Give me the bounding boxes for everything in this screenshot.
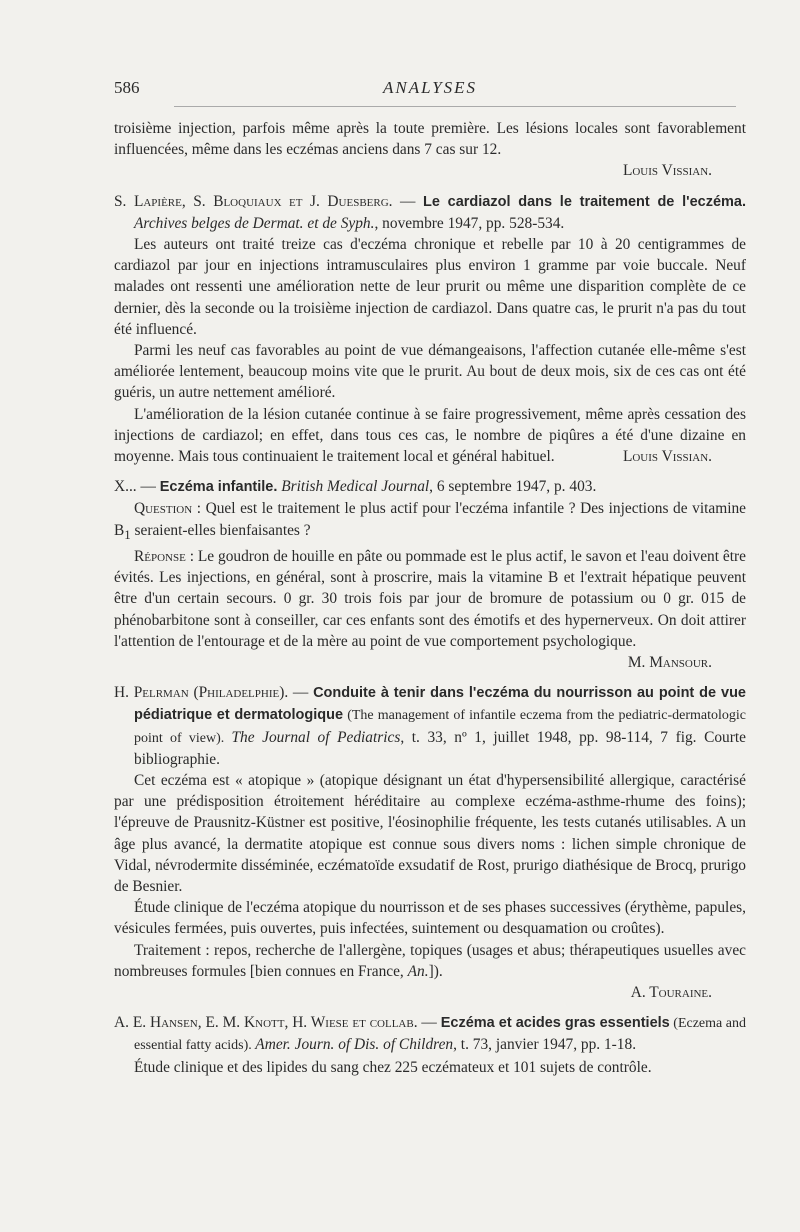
review-english-title: (Eczema and essential fatty acids). (134, 1016, 746, 1054)
running-title: ANALYSES (382, 78, 478, 97)
question-paragraph: Question : Quel est le traitement le plus actif pour l'eczéma infantile ? Des injections de vitamine $B_1$ seraient-elles bienfaisantes ? (114, 500, 746, 542)
review-authors: S. Lapière, S. Bloquiaux et J. Duesberg. — (114, 192, 423, 210)
page-number: 586 (114, 78, 140, 97)
review-paragraph: Parmi les neuf cas favorables au point de vue démangeaisons, l'affection cutanée elle-même s'est améliorée lentement, beaucoup moins vite que le prurit. Au bout de deux mois, six de ces cas ont été guéris, un autre nettement amélioré. (114, 342, 746, 402)
review-paragraph: Traitement : repos, recherche de l'allergène, topiques (usages et abus; thérapeutiques usuelles avec nombreuses formules [bien connues en France, An.]). (114, 941, 746, 980)
answer-label: Réponse (134, 547, 186, 565)
review-paragraph: Étude clinique et des lipides du sang chez 225 eczémateux et 101 sujets de contrôle. (134, 1058, 652, 1076)
review-entry-eczema-infantile (114, 476, 746, 673)
review-source: Archives belges de Dermat. et de Syph. (134, 214, 375, 232)
review-paragraph: L'amélioration de la lésion cutanée continue à se faire progressivement, même après cessation des injections de cardiazol; en effet, dans tous ces cas, le nombre de piqûres a été d'une dizaine en moyenne. Mais tous continuaient le traitement local et général habituel. Louis Vissian. (114, 404, 746, 468)
review-paragraph: Étude clinique de l'eczéma atopique du nourrisson et de ses phases successives (érythème, papules, vésicules fermées, puis ouvertes, puis infectées, suintement ou desquamation ou croûtes). (114, 899, 746, 938)
review-heading (114, 476, 746, 498)
review-citation: , t. 73, janvier 1947, pp. 1-18. (453, 1036, 637, 1054)
review-heading (114, 1012, 746, 1056)
review-authors: A. E. Hansen, E. M. Knott, H. Wiese et collab. — (114, 1014, 441, 1032)
review-source: Amer. Journ. of Dis. of Children (255, 1036, 454, 1054)
review-heading (114, 682, 746, 770)
journal-page (114, 78, 746, 1078)
review-signature: Louis Vissian. (622, 162, 712, 180)
header-rule (174, 106, 736, 107)
review-paragraph: Les auteurs ont traité treize cas d'eczéma chronique et rebelle par 10 à 20 centigrammes de cardiazol par jour en injections intramusculaires plus environ 1 gramme par voie buccale. Neuf malades ont ressenti une amélioration nette de leur prurit ou même une disparition complète de ce dernier, dès la seconde ou la troisième injection de cardiazol. Dans quatre cas, le prurit n'a pas du tout été influencé. (114, 236, 746, 338)
review-citation: , 6 septembre 1947, p. 403. (429, 478, 597, 496)
review-heading (114, 191, 746, 234)
review-authors: H. Pelrman (Philadelphie). — (114, 684, 314, 702)
page-body (114, 118, 746, 1078)
review-source: British Medical Journal (281, 478, 430, 496)
review-paragraph: Cet eczéma est « atopique » (atopique désignant un état d'hypersensibilité allergique, caractérisé par une prédisposition étroitement héréditaire au complexe eczéma-asthme-rhume des foins); l'épreuve de Prausnitz-Küstner est positive, l'éosinophilie fréquente, les tests cutanés utilisables. A un âge plus avancé, la dermatite atopique est connue sous divers noms : lichen simple chronique de Vidal, névrodermite disséminée, eczématoïde exsudatif de Rost, prurigo diathésique de Brocq, prurigo de Besnier. (114, 771, 746, 895)
review-entry-pelrman (114, 682, 746, 1003)
review-title: Conduite à tenir dans l'eczéma du nourrisson au point de vue pédiatrique et dermatologique (134, 685, 746, 724)
review-title: Eczéma et acides gras essentiels (440, 1015, 670, 1032)
answer-paragraph: Réponse : Le goudron de houille en pâte ou pommade est le plus actif, le savon et l'eau doivent être évités. Les injections, en général, sont à proscrire, mais la vitamine B et l'extrait hépatique peuvent être d'un certain secours. 0 gr. 30 trois fois par jour de bromure de potassium ou 0 gr. 015 de phénobarbitone sont à conseiller, car ces enfants sont des émotifs et des hypernerveux. On doit attirer l'attention de l'entourage et de la mère au point de vue comportement psychologique. M. Mansour. (114, 546, 746, 673)
review-source: The Journal of Pediatrics (231, 728, 401, 746)
review-paragraph: troisième injection, parfois même après la toute première. Les lésions locales sont favorablement influencées, même dans les eczémas anciens dans 7 cas sur 12. (114, 120, 746, 159)
review-authors: X... — (114, 478, 160, 496)
review-english-title: (The management of infantile eczema from the pediatric-dermatologic point of view). (134, 708, 746, 746)
review-signature: M. Mansour. (627, 653, 712, 671)
review-entry-cardiazol (114, 191, 746, 468)
review-citation: , novembre 1947, pp. 528-534. (374, 214, 565, 232)
review-signature: Louis Vissian. (622, 448, 712, 466)
review-title: Eczéma infantile. (159, 479, 278, 496)
running-head (114, 78, 746, 104)
question-label: Question (134, 500, 193, 518)
review-title: Le cardiazol dans le traitement de l'eczéma. (423, 193, 747, 210)
review-entry-hansen (114, 1012, 746, 1078)
review-citation: , t. 33, nº 1, juillet 1948, pp. 98-114, 7 fig. Courte bibliographie. (134, 728, 746, 768)
review-signature: A. Touraine. (630, 984, 712, 1001)
